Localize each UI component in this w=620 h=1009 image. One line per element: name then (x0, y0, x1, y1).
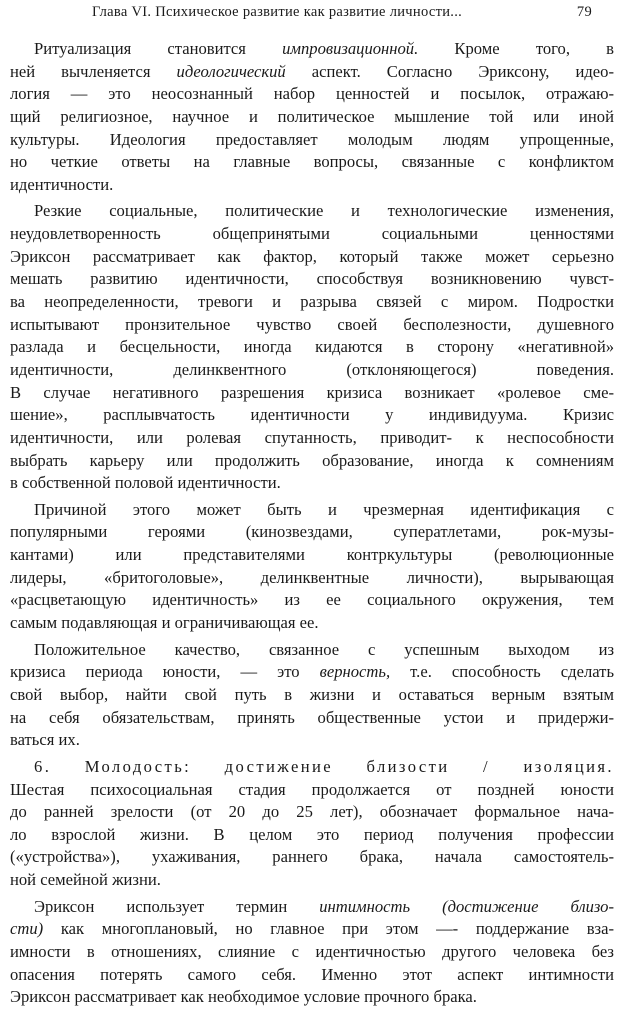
text-line: («устройства»), ухаживания, раннего брака, начала самостоятель- (10, 847, 614, 867)
text-line: кризиса периода юности, — это верность, т.е. способность сделать (10, 662, 614, 682)
paragraph (10, 499, 614, 635)
text-line: испытывают пронзительное чувство своей бесполезности, душевного (10, 314, 614, 334)
text-line: опасения потерять самого себя. Именно этот аспект интимности (10, 964, 614, 984)
text-line: неудовлетворенность общепринятыми социальными ценностями (10, 224, 614, 244)
paragraph (10, 639, 614, 752)
running-title: Глава VI. Психическое развитие как развитие личности... (92, 4, 463, 20)
text-line: идентичности, или ролевая спутанность, приводит- к неспособности (10, 427, 614, 447)
paragraph (10, 756, 614, 892)
text-line: популярными героями (кинозвездами, суператлетами, рок-музы- (10, 522, 614, 542)
text-line: логия — это неосознанный набор ценностей и посылок, отражаю- (10, 84, 614, 104)
text-line: ло взрослой жизни. В целом это период получения профессии (10, 824, 614, 844)
text-line: до ранней зрелости (от 20 до 25 лет), обозначает формальное нача- (10, 802, 614, 822)
paragraph (10, 896, 614, 1009)
text-line: выбрать карьеру или продолжить образование, иногда к сомнениям (10, 450, 614, 470)
text-line: на себя обязательствам, принять общественные устои и придержи- (10, 707, 614, 727)
text-line: В случае негативного разрешения кризиса возникает «ролевое сме- (10, 382, 614, 402)
paragraph (10, 38, 614, 196)
text-line: Положительное качество, связанное с успешным выходом из (34, 639, 614, 659)
text-line: ваться их. (10, 730, 80, 750)
text-line: Шестая психосоциальная стадия продолжается от поздней юности (10, 779, 614, 799)
text-line: «расцветающую идентичность» из ее социального окружения, тем (10, 590, 614, 610)
text-line: в собственной половой идентичности. (10, 473, 281, 493)
body-text (10, 38, 614, 1009)
text-line: Эриксон рассматривает как фактор, который также может серьезно (10, 246, 614, 266)
text-line: щий религиозное, научное и политическое мышление той или иной (10, 106, 614, 126)
text-line: культуры. Идеология предоставляет молодым людям упрощенные, (10, 129, 614, 149)
page-number: 79 (576, 4, 592, 20)
text-line: ней вычленяется идеологический аспект. Согласно Эриксону, идео- (10, 61, 614, 81)
text-line: Причиной этого может быть и чрезмерная идентификация с (34, 499, 614, 519)
text-line: свой выбор, найти свой путь в жизни и оставаться верным взятым (10, 684, 614, 704)
text-line: 6. Молодость: достижение близости / изоляция. (34, 756, 614, 776)
text-line: ной семейной жизни. (10, 870, 161, 890)
text-line: мешать развитию идентичности, способствуя возникновению чувст- (10, 269, 614, 289)
text-line: идентичности. (10, 174, 114, 194)
text-line: идентичности, делинквентного (отклоняющегося) поведения. (10, 359, 614, 379)
text-line: Эриксон рассматривает как необходимое условие прочного брака. (10, 987, 477, 1007)
text-line: самым подавляющая и ограничивающая ее. (10, 613, 319, 633)
text-line: шение», расплывчатость идентичности у индивидуума. Кризис (10, 405, 614, 425)
text-line: но четкие ответы на главные вопросы, связанные с конфликтом (10, 152, 614, 172)
text-line: ва неопределенности, тревоги и разрыва связей с миром. Подростки (10, 292, 614, 312)
text-line: Ритуализация становится импровизационной. Кроме того, в (34, 39, 614, 58)
text-line: имности в отношениях, слияние с идентичностью другого человека без (10, 941, 614, 961)
text-line: разлада и бесцельности, иногда кидаются в сторону «негативной» (10, 337, 614, 357)
page-header (92, 4, 600, 24)
paragraph (10, 200, 614, 494)
text-line: сти) как многоплановый, но главное при этом —- поддержание вза- (10, 919, 614, 939)
text-line: лидеры, «бритоголовые», делинквентные личности), вырывающая (10, 567, 614, 587)
text-line: кантами) или представителями контркультуры (революционные (10, 545, 614, 565)
text-line: Эриксон использует термин интимность (достижение близо- (34, 896, 614, 916)
text-line: Резкие социальные, политические и технологические изменения, (34, 201, 614, 221)
